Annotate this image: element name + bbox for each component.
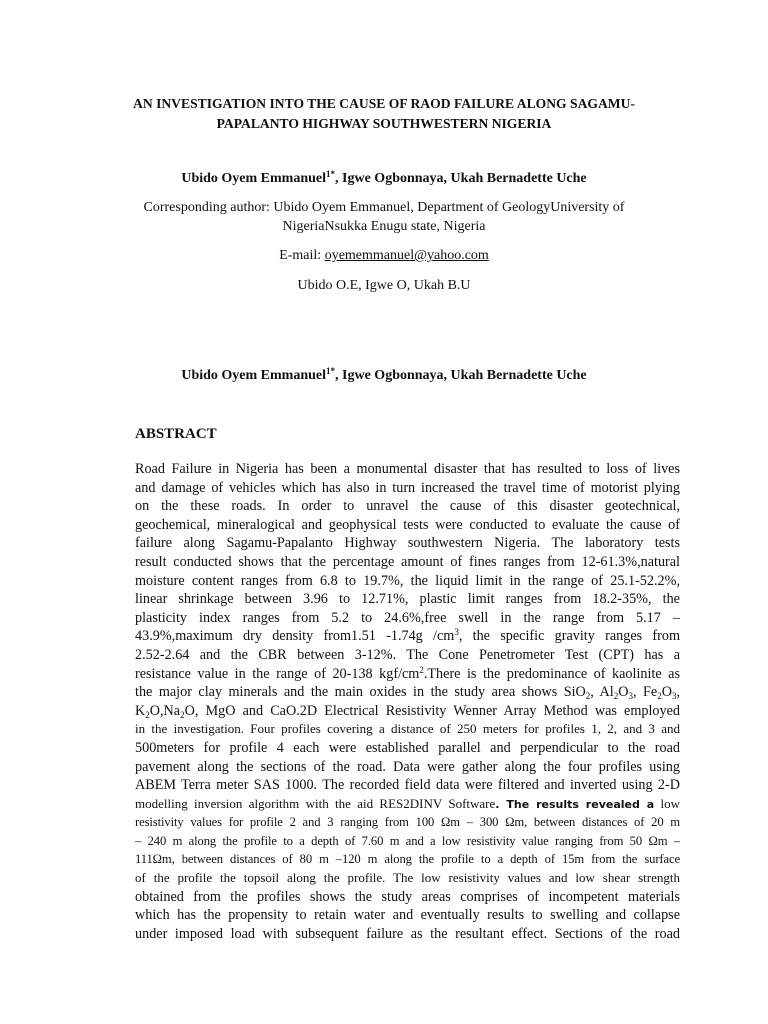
abstract-line: on the these roads. In order to unravel the cause of this disaster geotechnical, — [135, 498, 680, 515]
abstract-line: and damage of vehicles which has also in turn increased the travel time of motorist plying — [135, 479, 680, 496]
subscript: 3 — [628, 691, 633, 702]
abstract-heading: ABSTRACT — [135, 426, 217, 442]
author-rest: , Igwe Ogbonnaya, Ukah Bernadette Uche — [335, 171, 587, 186]
text-run: 43.9%,maximum dry density from1.51 -1.74g /cm — [135, 628, 455, 645]
author-list — [0, 170, 768, 188]
author-rest: , Igwe Ogbonnaya, Ukah Bernadette Uche — [335, 368, 587, 383]
abstract-line: 500meters for profile 4 each were established parallel and perpendicular to the road — [135, 739, 680, 756]
abstract-line: plasticity index ranges from 5.2 to 24.6%,free swell in the range from 5.17 – — [135, 609, 680, 626]
superscript: 2 — [419, 664, 424, 675]
subscript: 2 — [657, 691, 662, 702]
abstract-line: 111Ωm, between distances of 80 m –120 m along the profile to a depth of 15m from the surface — [135, 852, 680, 867]
subscript: 3 — [671, 691, 677, 702]
abstract-line: pavement along the sections of the road. Data were gather along the four profiles using — [135, 758, 680, 775]
author-first: Ubido Oyem Emmanuel — [181, 368, 327, 383]
abstract-line: linear shrinkage between 3.96 to 12.71%, plastic limit ranges from 18.2-35%, the — [135, 591, 680, 608]
text-run: .There is the predominance of kaolinite as — [423, 665, 680, 682]
title-line-2: PAPALANTO HIGHWAY SOUTHWESTERN NIGERIA — [216, 116, 552, 131]
text-run: , — [676, 684, 681, 701]
abstract-line: ABEM Terra meter SAS 1000. The recorded field data were filtered and inverted using 2-D — [135, 777, 680, 794]
text-run: resistance value in the range of 20-138 kgf/cm — [135, 665, 420, 682]
abstract-line: result conducted shows that the percentage amount of fines ranges from 12-61.3%,natural — [135, 553, 680, 570]
text-run: O — [661, 684, 672, 701]
text-run: modelling inversion algorithm with the aid RES2DINV Software — [135, 795, 496, 811]
abstract-line: failure along Sagamu-Papalanto Highway southwestern Nigeria. The laboratory tests — [135, 535, 680, 552]
text-run-bold: . The results revealed a — [495, 797, 655, 811]
abstract-line: 2.52-2.64 and the CBR between 3-12%. The Cone Penetrometer Test (CPT) has a — [135, 646, 680, 663]
abstract-line — [135, 665, 680, 684]
abstract-body — [135, 460, 680, 943]
subscript: 2 — [585, 691, 591, 702]
abstract-line — [135, 702, 680, 721]
abstract-line: in the investigation. Four profiles covering a distance of 250 meters for profiles 1, 2, and 3 and — [135, 721, 680, 737]
text-run: , the specific gravity ranges from — [458, 628, 680, 645]
abstract-line: obtained from the profiles shows the study areas comprises of incompetent materials — [135, 888, 680, 905]
text-run: K — [135, 702, 146, 719]
subscript: 2 — [145, 709, 150, 720]
abstract-line: – 240 m along the profile to a depth of 7.60 m and a low resistivity value ranging from 50 Ωm – — [135, 833, 680, 848]
corresponding-author-line-1: Corresponding author: Ubido Oyem Emmanuel, Department of GeologyUniversity of — [143, 200, 625, 215]
superscript: 3 — [454, 627, 459, 638]
paper-title — [90, 94, 678, 134]
abstract-line: moisture content ranges from 6.8 to 19.7%, the liquid limit in the range of 25.1-52.2%, — [135, 572, 680, 589]
email-link[interactable]: oyememmanuel@yahoo.com — [324, 248, 489, 263]
abstract-line — [135, 683, 680, 702]
text-run: O — [618, 684, 629, 701]
author-affiliation-mark: 1* — [326, 366, 336, 376]
text-run: , Al — [590, 684, 614, 701]
text-run: , Fe — [632, 684, 658, 701]
email-line — [0, 247, 768, 265]
text-run: O,Na — [149, 702, 181, 719]
author-list-repeat — [0, 367, 768, 385]
abstract-line: under imposed load with subsequent failure as the resultant effect. Sections of the road — [135, 925, 680, 942]
abstract-line: Road Failure in Nigeria has been a monumental disaster that has resulted to loss of lives — [135, 461, 680, 477]
abstract-line: which has the propensity to retain water and eventually results to swelling and collapse — [135, 907, 680, 924]
email-label: E-mail: — [279, 248, 325, 263]
author-first: Ubido Oyem Emmanuel — [181, 171, 327, 186]
subscript: 2 — [180, 709, 185, 720]
subscript: 2 — [613, 691, 619, 702]
corresponding-author-line-2: NigeriaNsukka Enugu state, Nigeria — [282, 219, 486, 234]
abstract-line — [135, 795, 680, 814]
short-author-names: Ubido O.E, Igwe O, Ukah B.U — [297, 278, 471, 293]
text-run: the major clay minerals and the main oxides in the study area shows SiO — [135, 684, 586, 701]
text-run: O, MgO and CaO.2D Electrical Resistivity Wenner Array Method was employed — [184, 702, 680, 719]
title-line-1: AN INVESTIGATION INTO THE CAUSE OF RAOD FAILURE ALONG SAGAMU- — [133, 96, 635, 111]
author-affiliation-mark: 1* — [326, 169, 336, 179]
abstract-line: resistivity values for profile 2 and 3 ranging from 100 Ωm – 300 Ωm, between distances of 20 m — [135, 815, 680, 830]
text-run: low — [654, 795, 680, 811]
abstract-line: geochemical, mineralogical and geophysical tests were conducted to evaluate the cause of — [135, 516, 680, 533]
abstract-line: of the profile the topsoil along the profile. The low resistivity values and low shear strength — [135, 870, 680, 886]
abstract-line — [135, 627, 680, 646]
